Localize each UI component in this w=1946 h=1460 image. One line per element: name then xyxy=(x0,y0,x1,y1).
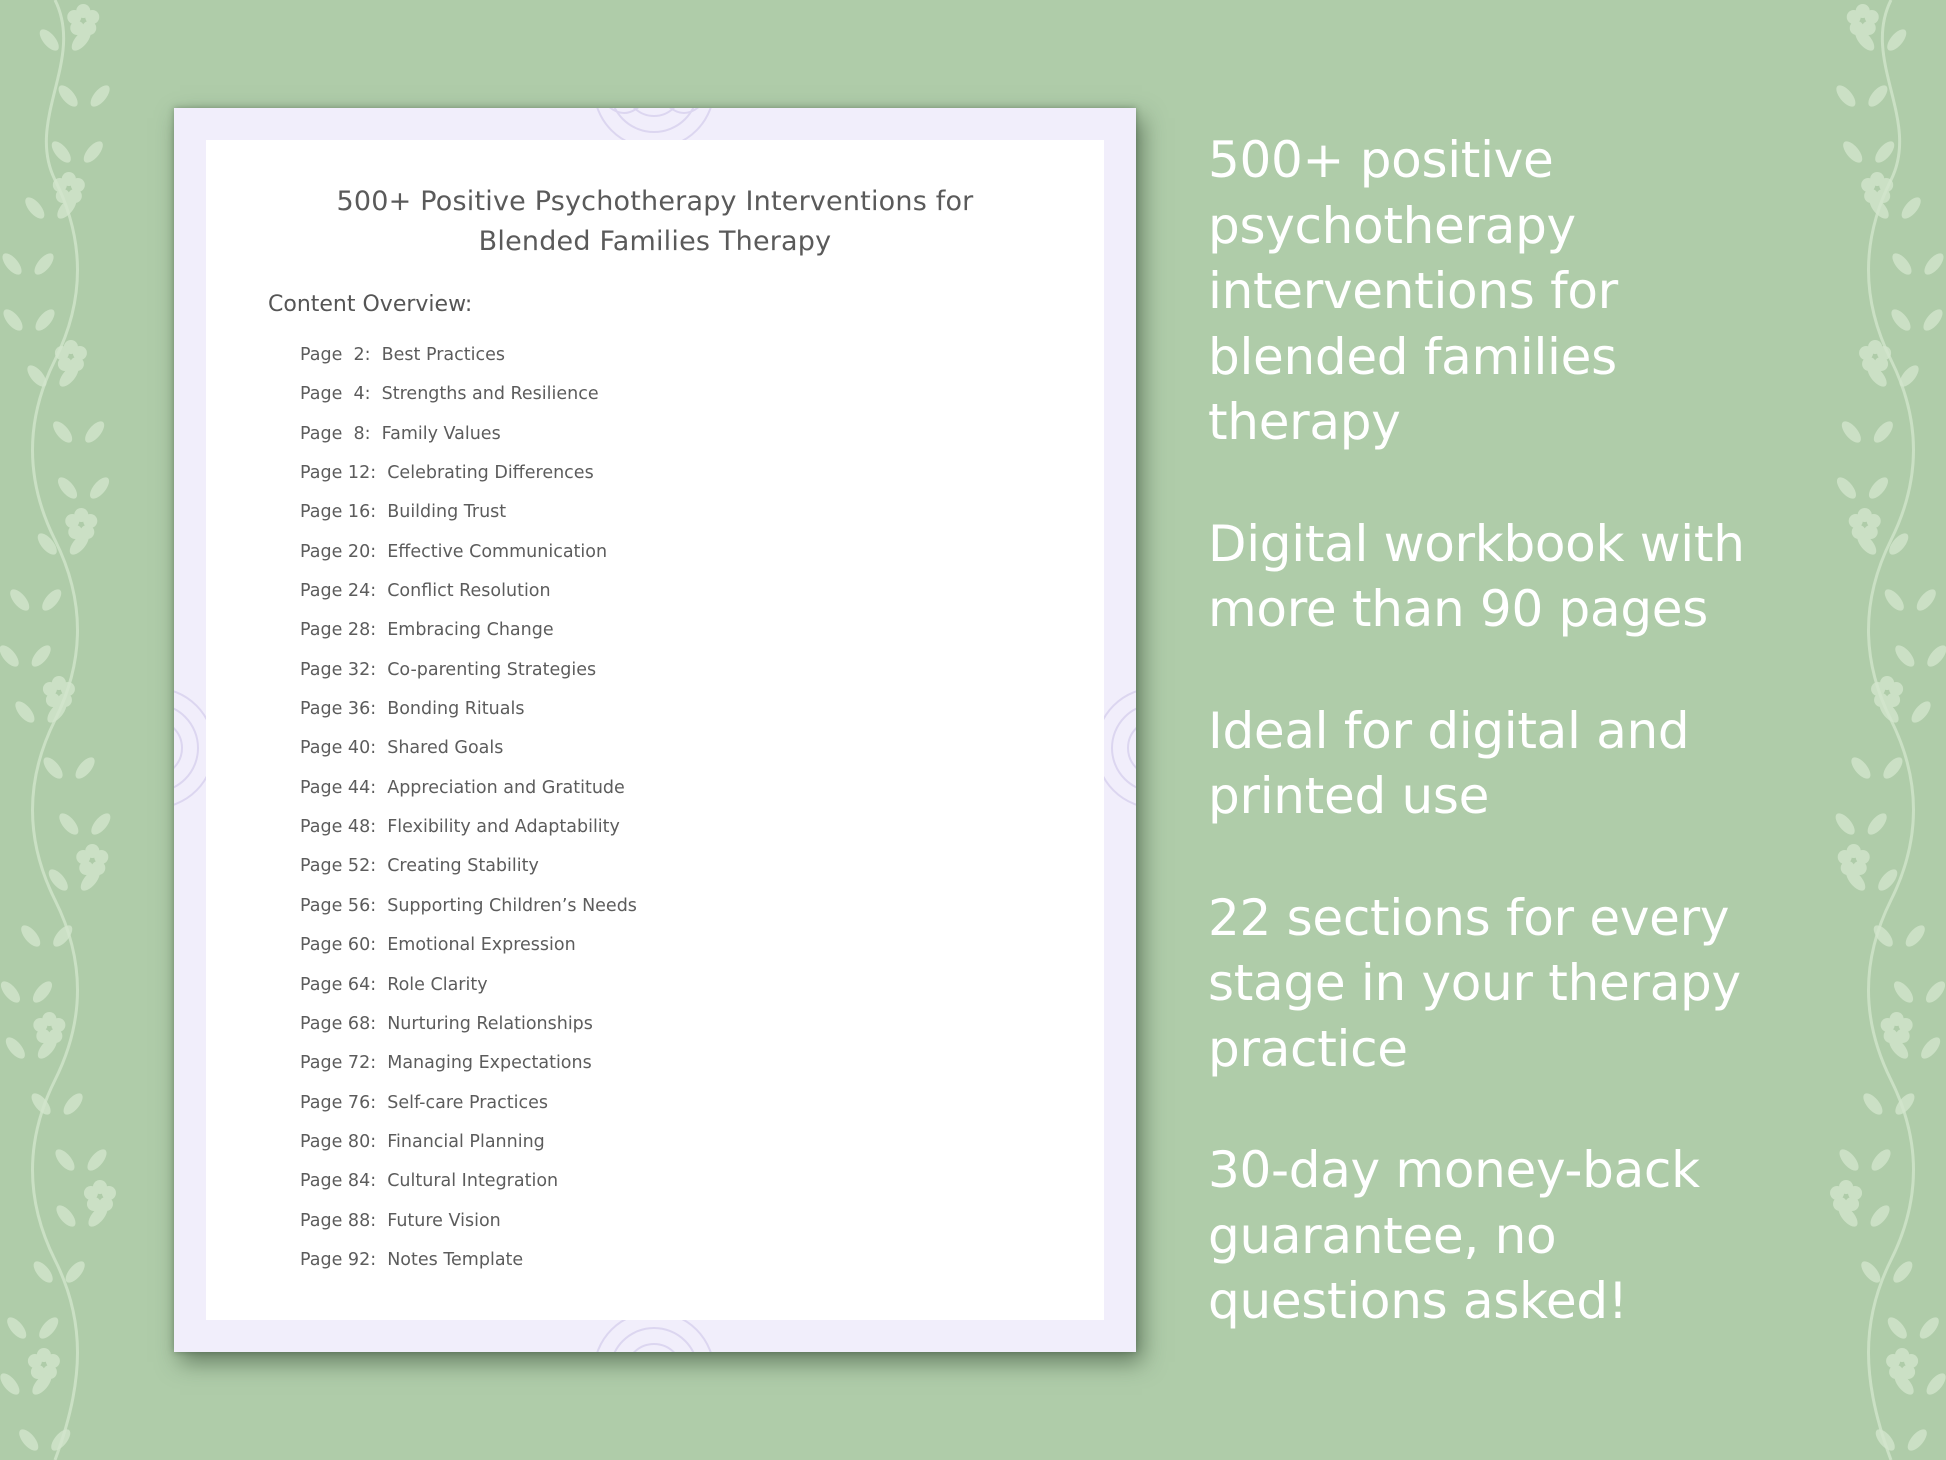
vine-leaf-icon xyxy=(12,698,38,726)
vine-leaf-icon xyxy=(0,1370,23,1398)
feature-line: 500+ positive xyxy=(1208,131,1554,189)
vine-leaf-icon xyxy=(1904,1426,1930,1454)
document-title-line-2: Blended Families Therapy xyxy=(478,226,832,257)
toc-item: Page 92: Notes Template xyxy=(300,1249,524,1270)
document-title-line-1: 500+ Positive Psychotherapy Interventions for xyxy=(336,186,974,217)
vine-leaf-icon xyxy=(32,306,58,334)
vine-leaf-icon xyxy=(4,1314,30,1342)
toc-item: Page 24: Conflict Resolution xyxy=(300,581,551,602)
vine-leaf-icon xyxy=(55,82,81,110)
vine-leaf-icon xyxy=(0,250,25,278)
vine-leaf-icon xyxy=(1916,1314,1942,1342)
vine-leaf-icon xyxy=(87,474,113,502)
toc-item: Page 12: Celebrating Differences xyxy=(300,463,594,484)
vine-leaf-icon xyxy=(60,1090,86,1118)
toc-item: Page 48: Flexibility and Adaptability xyxy=(300,817,620,838)
document-page xyxy=(206,140,1104,1320)
feature-item xyxy=(1208,886,1908,1083)
vine-leaf-icon xyxy=(24,362,50,390)
vine-leaf-icon xyxy=(87,82,113,110)
vine-leaf-icon xyxy=(62,1258,88,1286)
vine-leaf-icon xyxy=(36,1314,62,1342)
content-overview-label: Content Overview: xyxy=(268,292,473,317)
vine-leaf-icon xyxy=(30,1258,56,1286)
vine-flower-icon xyxy=(33,1012,65,1043)
toc-item: Page 60: Emotional Expression xyxy=(300,935,576,956)
vine-flower-icon xyxy=(67,4,99,35)
vine-leaf-icon xyxy=(1924,642,1946,670)
vine-leaf-icon xyxy=(1884,26,1910,54)
feature-list xyxy=(1208,128,1908,1391)
vine-leaf-icon xyxy=(1865,82,1891,110)
vine-leaf-icon xyxy=(1833,82,1859,110)
toc-item: Page 40: Shared Goals xyxy=(300,738,504,759)
vine-leaf-icon xyxy=(1913,586,1939,614)
feature-line: therapy xyxy=(1208,393,1401,451)
toc-item: Page 68: Nurturing Relationships xyxy=(300,1013,593,1034)
feature-item xyxy=(1208,512,1908,643)
vine-leaf-icon xyxy=(18,922,44,950)
feature-line: printed use xyxy=(1208,767,1490,825)
document-title xyxy=(206,182,1104,262)
vine-flower-icon xyxy=(65,508,97,539)
toc-item: Page 16: Building Trust xyxy=(300,502,507,523)
feature-line: questions asked! xyxy=(1208,1272,1628,1330)
vine-flower-icon xyxy=(1847,4,1879,35)
floral-vine-left xyxy=(0,0,130,1460)
vine-leaf-icon xyxy=(1920,306,1946,334)
toc-item: Page 80: Financial Planning xyxy=(300,1131,545,1152)
feature-line: practice xyxy=(1208,1019,1408,1078)
document-preview xyxy=(174,108,1136,1352)
feature-line: Ideal for digital and xyxy=(1208,701,1690,760)
vine-leaf-icon xyxy=(30,978,56,1006)
feature-line: interventions for xyxy=(1208,262,1618,320)
feature-line: blended families xyxy=(1208,327,1617,386)
toc-item: Page 20: Effective Communication xyxy=(300,541,608,562)
vine-leaf-icon xyxy=(88,810,114,838)
feature-item xyxy=(1208,699,1908,830)
vine-leaf-icon xyxy=(50,418,76,446)
vine-leaf-icon xyxy=(84,1146,110,1174)
toc-item: Page 32: Co-parenting Strategies xyxy=(300,659,597,680)
vine-leaf-icon xyxy=(2,1034,28,1062)
toc-item: Page 64: Role Clarity xyxy=(300,974,488,995)
feature-line: Digital workbook with xyxy=(1208,514,1745,573)
vine-leaf-icon xyxy=(72,754,98,782)
feature-line: 22 sections for every xyxy=(1208,888,1730,947)
vine-flower-icon xyxy=(53,172,85,203)
vine-leaf-icon xyxy=(39,586,65,614)
feature-line: psychotherapy xyxy=(1208,196,1576,255)
vine-flower-icon xyxy=(28,1348,60,1379)
vine-flower-icon xyxy=(76,844,108,875)
vine-leaf-icon xyxy=(0,306,26,334)
feature-line: stage in your therapy xyxy=(1208,954,1741,1012)
feature-line: 30-day money-back xyxy=(1208,1141,1700,1199)
vine-flower-icon xyxy=(84,1180,116,1211)
toc-item: Page 2: Best Practices xyxy=(300,345,505,365)
toc-item: Page 76: Self-care Practices xyxy=(300,1092,548,1113)
vine-leaf-icon xyxy=(28,642,54,670)
vine-leaf-icon xyxy=(1923,1370,1946,1398)
vine-leaf-icon xyxy=(1921,250,1946,278)
toc-item: Page 4: Strengths and Resilience xyxy=(300,384,599,405)
vine-leaf-icon xyxy=(56,810,82,838)
feature-item xyxy=(1208,1138,1908,1335)
vine-leaf-icon xyxy=(52,1146,78,1174)
toc-item: Page 72: Managing Expectations xyxy=(300,1053,592,1074)
vine-leaf-icon xyxy=(16,1426,42,1454)
toc-item: Page 36: Bonding Rituals xyxy=(300,699,525,720)
toc-item: Page 28: Embracing Change xyxy=(300,620,554,641)
feature-item xyxy=(1208,128,1908,456)
vine-leaf-icon xyxy=(48,138,74,166)
vine-leaf-icon xyxy=(31,250,57,278)
feature-line: more than 90 pages xyxy=(1208,580,1708,638)
toc-item: Page 52: Creating Stability xyxy=(300,856,539,877)
vine-leaf-icon xyxy=(1872,1426,1898,1454)
vine-leaf-icon xyxy=(1918,1034,1944,1062)
vine-leaf-icon xyxy=(0,642,22,670)
vine-leaf-icon xyxy=(55,474,81,502)
vine-leaf-icon xyxy=(53,1202,79,1230)
toc-item: Page 56: Supporting Children’s Needs xyxy=(300,895,637,916)
vine-leaf-icon xyxy=(40,754,66,782)
vine-leaf-icon xyxy=(0,978,23,1006)
table-of-contents xyxy=(300,345,637,1289)
toc-item: Page 8: Family Values xyxy=(300,423,501,444)
vine-leaf-icon xyxy=(1923,978,1946,1006)
toc-item: Page 88: Future Vision xyxy=(300,1210,501,1231)
vine-leaf-icon xyxy=(82,418,108,446)
vine-leaf-icon xyxy=(22,194,48,222)
vine-flower-icon xyxy=(55,340,87,371)
feature-line: guarantee, no xyxy=(1208,1206,1557,1265)
vine-leaf-icon xyxy=(48,1426,74,1454)
vine-leaf-icon xyxy=(36,26,62,54)
vine-leaf-icon xyxy=(7,586,33,614)
toc-item: Page 44: Appreciation and Gratitude xyxy=(300,777,625,798)
toc-item: Page 84: Cultural Integration xyxy=(300,1171,559,1192)
vine-leaf-icon xyxy=(1908,698,1934,726)
vine-leaf-icon xyxy=(80,138,106,166)
